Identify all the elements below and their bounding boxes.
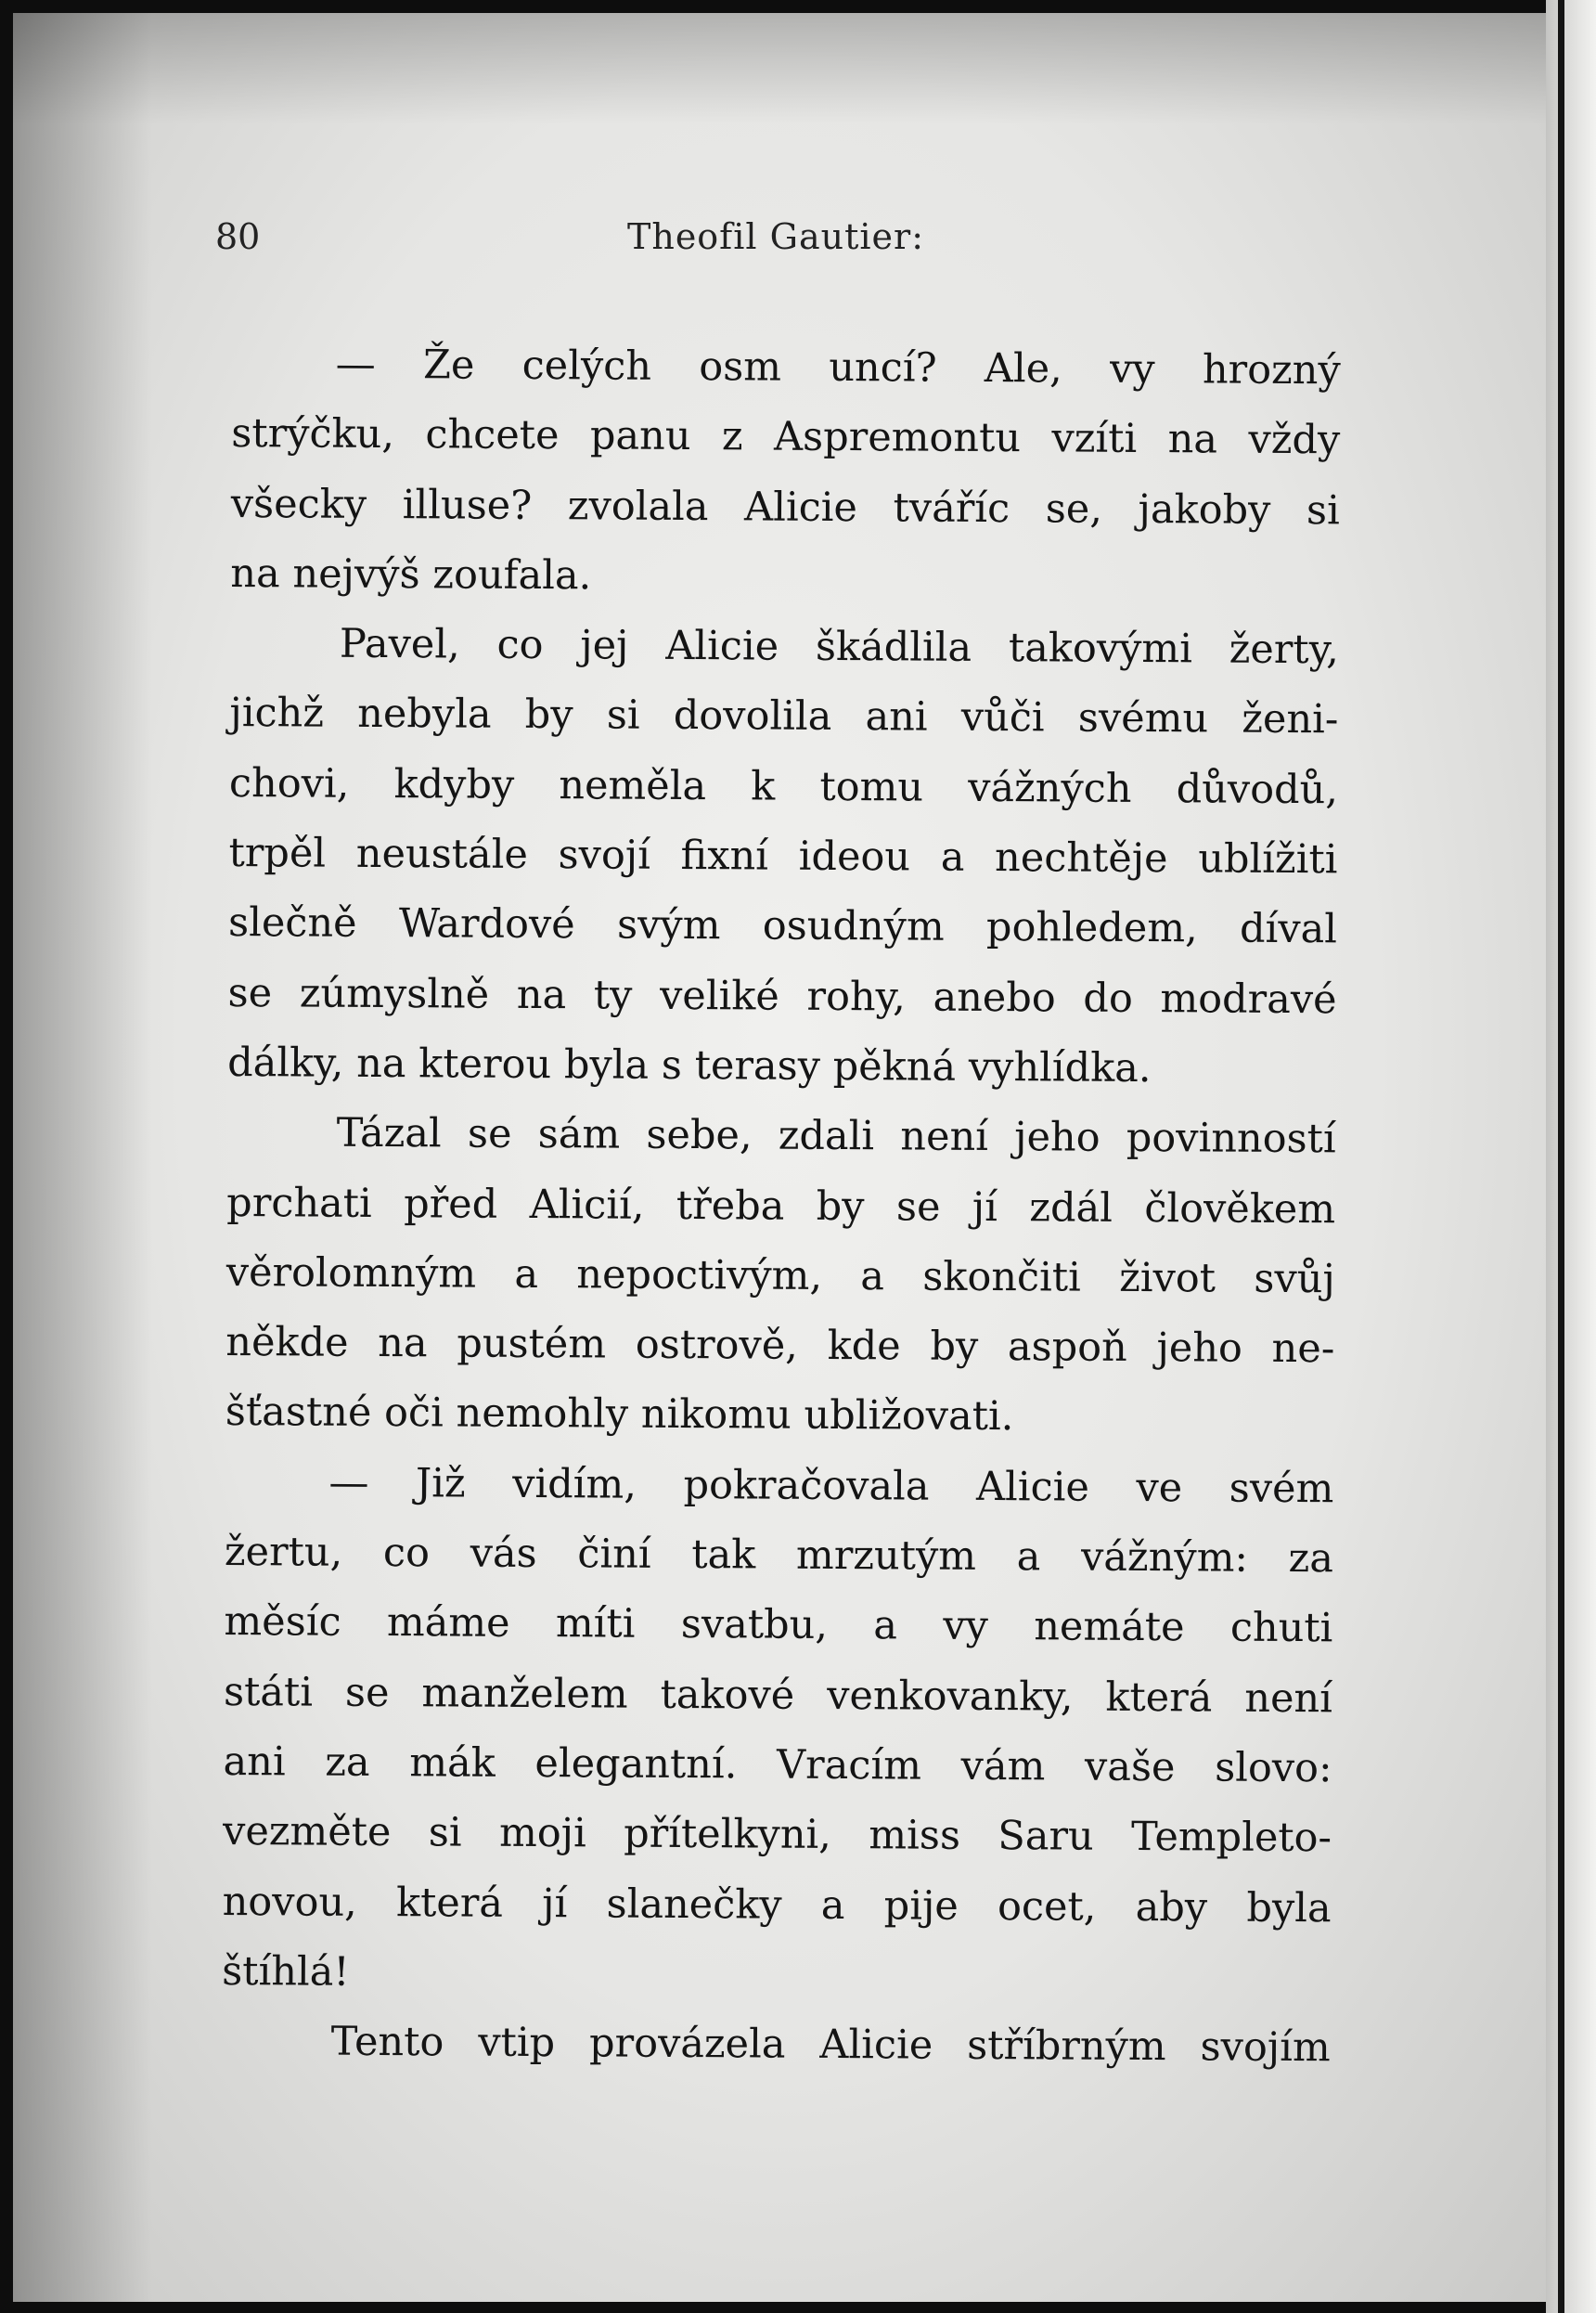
word: svém xyxy=(1229,1465,1334,1513)
word: co xyxy=(382,1530,431,1577)
word: mrzutým xyxy=(795,1531,977,1580)
word: třeba xyxy=(676,1182,785,1230)
word: věrolomným xyxy=(225,1248,477,1298)
body-text xyxy=(222,330,1341,2084)
word: jí xyxy=(542,1880,568,1927)
word: díval xyxy=(1239,906,1338,953)
paragraph xyxy=(230,330,1341,615)
word: byla xyxy=(563,1041,650,1089)
word: sám xyxy=(537,1111,621,1158)
word: manželem xyxy=(421,1669,628,1718)
word: Aspremontu xyxy=(773,413,1022,462)
word: a xyxy=(940,833,965,881)
word: vy xyxy=(943,1603,989,1650)
word: Saru xyxy=(998,1813,1094,1860)
word: ani xyxy=(223,1738,286,1786)
word: mák xyxy=(409,1739,496,1787)
word: se xyxy=(467,1110,512,1158)
word: ideou xyxy=(798,833,911,881)
word: Pavel, xyxy=(339,620,460,668)
word: k xyxy=(751,763,776,810)
word: vždy xyxy=(1248,416,1341,464)
word: není xyxy=(900,1113,989,1161)
word: zoufala. xyxy=(432,551,592,600)
word: měsíc xyxy=(224,1598,341,1647)
word: slovo: xyxy=(1214,1744,1332,1792)
word: žerty, xyxy=(1229,626,1340,674)
text-line xyxy=(224,1658,1332,1735)
word: jeho xyxy=(1156,1324,1243,1372)
word: vy xyxy=(1109,345,1155,394)
word: moji xyxy=(498,1810,586,1857)
word: osm xyxy=(699,343,782,391)
word: tomu xyxy=(819,763,924,811)
word: šťastné xyxy=(225,1389,372,1437)
word: která xyxy=(1105,1673,1213,1722)
paragraph xyxy=(222,1448,1334,2014)
word: panu xyxy=(589,412,691,460)
word: nepoctivým, xyxy=(576,1251,823,1299)
word: kterou xyxy=(418,1040,552,1089)
text-line xyxy=(229,678,1338,756)
word: Že xyxy=(422,342,475,389)
text-line xyxy=(223,1797,1332,1874)
word: jí xyxy=(972,1183,998,1231)
word: pohledem, xyxy=(985,904,1198,952)
word: vaše xyxy=(1084,1743,1176,1791)
text-line xyxy=(227,1028,1336,1105)
word: máme xyxy=(386,1599,510,1648)
word: jeho xyxy=(1014,1114,1100,1161)
word: neměla xyxy=(559,761,707,809)
word: přítelkyni, xyxy=(624,1810,832,1859)
word: oči xyxy=(383,1389,444,1437)
word: zdali xyxy=(778,1112,875,1160)
word: povinností xyxy=(1126,1115,1336,1163)
word: svým xyxy=(616,901,721,950)
word: provázela xyxy=(588,2020,786,2068)
word: co xyxy=(496,621,544,669)
text-line xyxy=(230,539,1339,616)
word: slečně xyxy=(227,899,357,948)
word: a xyxy=(514,1250,539,1298)
word: trpěl xyxy=(228,830,327,877)
word: nebyla xyxy=(357,691,492,739)
word: svatbu, xyxy=(680,1601,829,1649)
word: strýčku, xyxy=(231,410,395,459)
text-line xyxy=(226,1098,1335,1175)
word: kde xyxy=(827,1323,901,1370)
word: za xyxy=(1288,1535,1334,1583)
word: Ale, xyxy=(984,344,1062,393)
word: ženi- xyxy=(1242,696,1339,743)
word: takovými xyxy=(1008,625,1193,673)
word: vzíti xyxy=(1051,415,1138,463)
word: takové xyxy=(660,1671,795,1719)
word: miss xyxy=(869,1812,961,1860)
word: škádlila xyxy=(815,624,972,672)
word: Alicie xyxy=(819,2022,933,2069)
word: skončiti xyxy=(922,1253,1082,1301)
word: před xyxy=(404,1180,498,1228)
word: aby xyxy=(1135,1883,1208,1931)
word: vezměte xyxy=(222,1808,392,1856)
running-title: Theofil Gautier: xyxy=(627,216,924,257)
word: ublížiti xyxy=(1198,835,1338,884)
word: nejvýš xyxy=(292,550,420,599)
word: Alicie xyxy=(743,483,858,531)
word: si xyxy=(606,691,640,740)
word: svojím xyxy=(1200,2023,1331,2072)
word: chovi, xyxy=(228,759,350,808)
word: jakoby xyxy=(1138,485,1271,534)
word: ocet, xyxy=(997,1882,1097,1931)
word: rohy, xyxy=(806,973,907,1021)
word: Alicií, xyxy=(529,1181,645,1229)
page-number: 80 xyxy=(215,216,261,257)
paragraph xyxy=(227,609,1339,1105)
word: by xyxy=(524,691,573,739)
text-line xyxy=(223,1727,1332,1804)
word: která xyxy=(395,1879,504,1927)
word: nemohly xyxy=(456,1389,629,1439)
word: do xyxy=(1083,975,1133,1022)
word: celých xyxy=(521,342,652,390)
word: pokračovala xyxy=(683,1461,930,1510)
word: na xyxy=(378,1320,428,1367)
paragraph xyxy=(222,2007,1331,2084)
word: vidím, xyxy=(512,1460,637,1508)
word: ani xyxy=(865,693,928,742)
word: chcete xyxy=(425,411,560,459)
word: není xyxy=(1244,1674,1333,1722)
word: ubližovati. xyxy=(804,1392,1014,1441)
word: pustém xyxy=(457,1320,607,1368)
word: všecky xyxy=(230,480,367,528)
word: se xyxy=(895,1182,941,1231)
word: novou, xyxy=(222,1878,357,1926)
word: vyhlídka. xyxy=(968,1043,1152,1092)
word: zúmyslně xyxy=(299,970,490,1018)
text-line xyxy=(225,1518,1333,1595)
word: stříbrným xyxy=(967,2022,1166,2071)
word: někde xyxy=(225,1319,349,1366)
word: nechtěje xyxy=(994,834,1168,883)
word: na xyxy=(516,971,567,1018)
word: štíhlá! xyxy=(222,1947,350,1996)
word: aspoň xyxy=(1007,1324,1127,1372)
word: sebe, xyxy=(646,1112,753,1159)
text-line xyxy=(226,1169,1335,1246)
word: důvodů, xyxy=(1176,766,1339,814)
word: svojí xyxy=(558,832,651,879)
word: Alicie xyxy=(975,1463,1090,1511)
word: se, xyxy=(1045,485,1103,533)
word: státi xyxy=(223,1668,314,1716)
word: Wardové xyxy=(398,900,575,949)
page-edge xyxy=(1546,0,1596,2313)
word: vůči xyxy=(960,694,1045,742)
word: ty xyxy=(593,972,633,1019)
word: si xyxy=(1306,486,1340,534)
word: Tázal xyxy=(336,1109,442,1157)
word: zdál xyxy=(1029,1183,1113,1232)
text-line xyxy=(230,609,1339,686)
word: byla xyxy=(1246,1884,1332,1932)
word: nikomu xyxy=(640,1391,792,1440)
word: tváříc xyxy=(893,484,1010,532)
word: vtip xyxy=(478,2019,556,2067)
word: na xyxy=(356,1040,406,1088)
word: na xyxy=(1167,416,1218,463)
text-line xyxy=(226,1238,1335,1315)
word: pije xyxy=(883,1881,959,1930)
text-line xyxy=(229,749,1338,826)
word: Již xyxy=(415,1459,466,1507)
word: s xyxy=(661,1041,683,1089)
word: svůj xyxy=(1254,1255,1335,1303)
word: si xyxy=(428,1809,462,1856)
word: život xyxy=(1119,1254,1216,1302)
word: činí xyxy=(577,1531,651,1578)
word: ve xyxy=(1136,1464,1183,1512)
word: kdyby xyxy=(393,760,515,808)
text-line xyxy=(225,1308,1334,1385)
word: tak xyxy=(691,1531,756,1579)
word: neustále xyxy=(355,830,529,879)
word: člověkem xyxy=(1144,1184,1336,1233)
word: elegantní. xyxy=(534,1739,738,1789)
word: dovolila xyxy=(673,692,832,741)
word: ne- xyxy=(1271,1325,1335,1373)
word: a xyxy=(860,1253,885,1300)
word: Vracím xyxy=(776,1741,922,1790)
word: míti xyxy=(555,1600,636,1648)
word: dálky, xyxy=(227,1039,344,1087)
word: venkovanky, xyxy=(827,1672,1074,1721)
text-line xyxy=(231,470,1340,547)
word: anebo xyxy=(933,974,1056,1022)
word: by xyxy=(816,1182,865,1230)
word: chuti xyxy=(1229,1604,1333,1652)
text-line xyxy=(231,399,1340,476)
word: slanečky xyxy=(606,1880,782,1929)
word: terasy xyxy=(694,1042,821,1090)
word: hrozný xyxy=(1202,346,1341,394)
word: vás xyxy=(470,1530,537,1578)
text-line xyxy=(225,1448,1333,1525)
word: se xyxy=(344,1669,390,1716)
word: vám xyxy=(960,1742,1046,1790)
word: za xyxy=(325,1738,370,1786)
word: — xyxy=(328,1459,369,1506)
word: nemáte xyxy=(1034,1603,1185,1651)
word: vážných xyxy=(968,764,1132,812)
word: a xyxy=(1016,1533,1041,1581)
word: a xyxy=(820,1881,845,1929)
text-line xyxy=(222,2007,1331,2084)
word: se xyxy=(227,969,273,1016)
word: svému xyxy=(1077,695,1209,743)
word: na xyxy=(230,549,280,598)
text-line xyxy=(232,330,1341,407)
paragraph xyxy=(225,1098,1336,1454)
word: osudným xyxy=(762,902,945,951)
word: prchati xyxy=(226,1179,372,1227)
word: fixní xyxy=(680,833,769,880)
text-line xyxy=(222,1867,1331,1945)
word: pěkná xyxy=(832,1042,957,1091)
word: žertu, xyxy=(224,1529,343,1576)
word: jichž xyxy=(229,690,325,738)
word: Templeto- xyxy=(1130,1814,1332,1862)
word: jej xyxy=(580,622,629,669)
text-line xyxy=(228,819,1337,896)
text-line xyxy=(228,888,1337,965)
text-line xyxy=(224,1587,1332,1664)
word: a xyxy=(873,1602,898,1649)
word: — xyxy=(335,341,376,388)
word: veliké xyxy=(659,972,779,1020)
binding-rule xyxy=(1558,0,1564,2313)
word: vážným: xyxy=(1080,1533,1249,1582)
text-line xyxy=(222,1937,1331,2014)
word: ostrově, xyxy=(635,1321,799,1369)
word: zvolala xyxy=(567,482,709,530)
word: illuse? xyxy=(402,481,533,529)
text-line xyxy=(227,959,1336,1036)
text-line xyxy=(225,1377,1334,1454)
word: Tento xyxy=(330,2018,444,2066)
word: Alicie xyxy=(665,623,779,670)
word: uncí? xyxy=(829,343,937,392)
word: modravé xyxy=(1160,975,1337,1023)
word: z xyxy=(721,413,743,460)
word: by xyxy=(930,1323,979,1371)
